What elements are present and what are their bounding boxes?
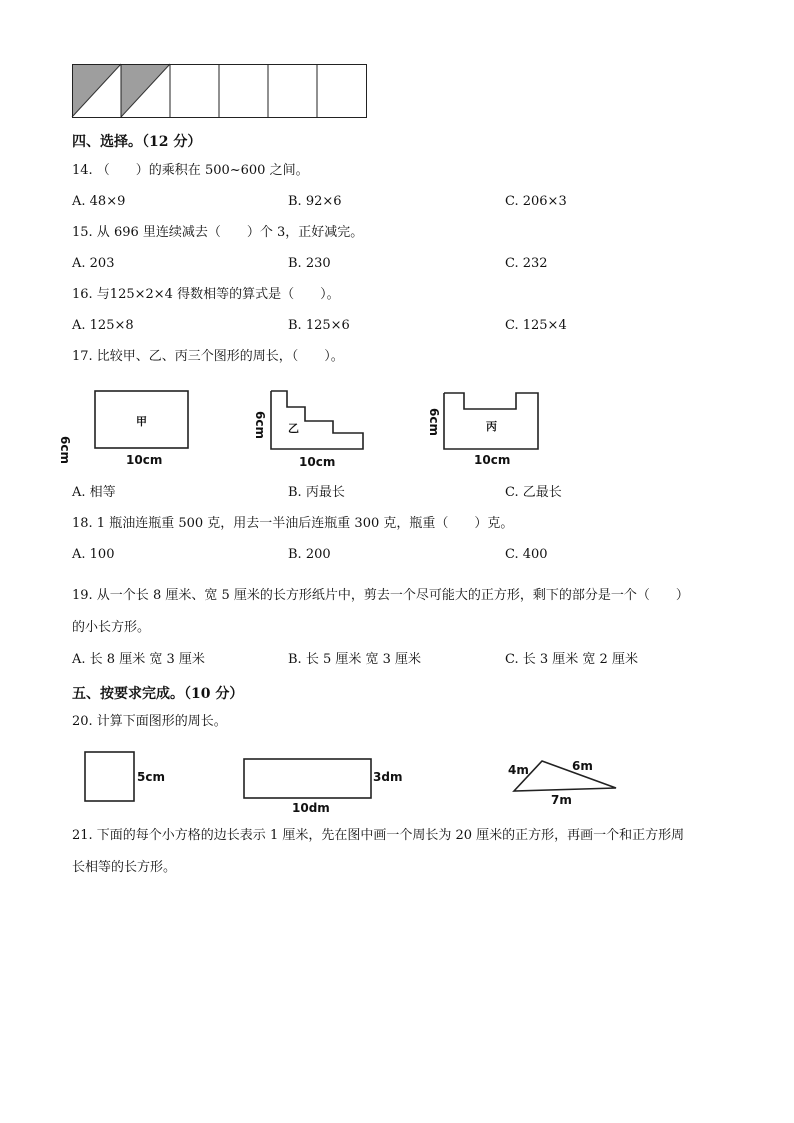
figure-jia-name: 甲 <box>136 415 147 428</box>
q16-option-c: C. 125×4 <box>505 318 567 333</box>
square-side-label: 5cm <box>137 770 165 784</box>
q14-option-c: C. 206×3 <box>505 194 567 209</box>
q16-option-b: B. 125×6 <box>288 318 350 333</box>
figure-yi <box>270 390 366 452</box>
figure-bing-width: 10cm <box>474 453 511 467</box>
figure-yi-height: 6cm <box>253 411 267 439</box>
figure-rectangle <box>243 758 373 800</box>
q17-option-b: B. 丙最长 <box>288 485 345 500</box>
rectangle-height-label: 3dm <box>373 770 403 784</box>
q15-option-b: B. 230 <box>288 256 331 271</box>
triangle-left-label: 4m <box>508 763 529 777</box>
figure-jia-height: 6cm <box>58 436 72 464</box>
q15-option-a: A. 203 <box>72 256 115 271</box>
q15-option-c: C. 232 <box>505 256 548 271</box>
triangle-base-label: 7m <box>551 793 572 807</box>
figure-square <box>84 751 136 803</box>
q20-stem: 20. 计算下面图形的周长。 <box>72 714 227 729</box>
q19-stem-line1: 19. 从一个长 8 厘米、宽 5 厘米的长方形纸片中，剪去一个尽可能大的正方形，剩下的部分是一个（ ） <box>72 588 689 603</box>
figure-jia-width: 10cm <box>126 453 163 467</box>
q14-option-a: A. 48×9 <box>72 194 126 209</box>
figure-bing-name: 丙 <box>486 420 497 433</box>
rectangle-width-label: 10dm <box>292 801 330 815</box>
q14-stem: 14. （ ）的乘积在 500~600 之间。 <box>72 163 309 178</box>
q21-stem-line1: 21. 下面的每个小方格的边长表示 1 厘米，先在图中画一个周长为 20 厘米的正方形，再画一个和正方形周 <box>72 828 685 843</box>
q18-option-b: B. 200 <box>288 547 331 562</box>
q16-stem: 16. 与125×2×4 得数相等的算式是（ ）。 <box>72 287 340 302</box>
q18-stem: 18. 1 瓶油连瓶重 500 克，用去一半油后连瓶重 300 克，瓶重（ ）克。 <box>72 516 514 531</box>
section-5-title: 五、按要求完成。（10 分） <box>72 686 244 702</box>
section-4-title: 四、选择。（12 分） <box>72 134 202 150</box>
q19-option-a: A. 长 8 厘米 宽 3 厘米 <box>72 652 205 667</box>
q16-option-a: A. 125×8 <box>72 318 134 333</box>
figure-yi-width: 10cm <box>299 455 336 469</box>
triangle-right-label: 6m <box>572 759 593 773</box>
q18-option-a: A. 100 <box>72 547 115 562</box>
q17-option-a: A. 相等 <box>72 485 116 500</box>
q21-stem-line2: 长相等的长方形。 <box>72 860 177 875</box>
figure-bing-height: 6cm <box>427 408 441 436</box>
shaded-grid <box>72 64 368 118</box>
q17-stem: 17. 比较甲、乙、丙三个图形的周长，（ ）。 <box>72 349 344 364</box>
figure-yi-name: 乙 <box>288 422 299 435</box>
q19-stem-line2: 的小长方形。 <box>72 620 151 635</box>
q19-option-b: B. 长 5 厘米 宽 3 厘米 <box>288 652 422 667</box>
q17-option-c: C. 乙最长 <box>505 485 562 500</box>
q19-option-c: C. 长 3 厘米 宽 2 厘米 <box>505 652 638 667</box>
q14-option-b: B. 92×6 <box>288 194 342 209</box>
q15-stem: 15. 从 696 里连续减去（ ）个 3，正好减完。 <box>72 225 364 240</box>
q18-option-c: C. 400 <box>505 547 548 562</box>
